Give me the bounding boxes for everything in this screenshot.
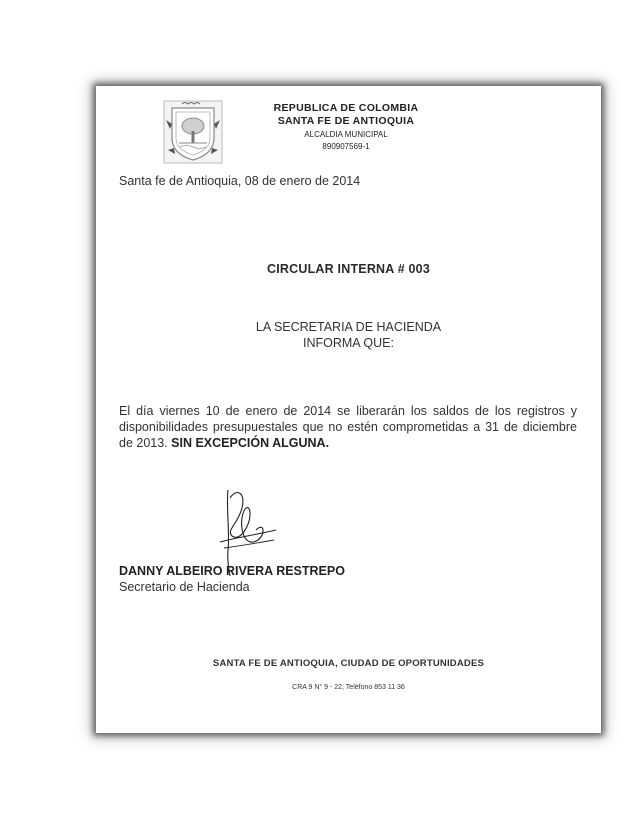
signer-title: Secretario de Hacienda	[119, 580, 250, 594]
issuer-block	[96, 319, 601, 351]
header-nit: 890907569-1	[322, 142, 370, 151]
header-office: ALCALDIA MUNICIPAL	[304, 130, 388, 139]
body-text: El día viernes 10 de enero de 2014 se liberarán los saldos de los registros y disponibilidades presupuestales que no estén comprometidas a 31 de diciembre de 2013.	[119, 404, 577, 450]
signer-name: DANNY ALBEIRO RIVERA RESTREPO	[119, 564, 345, 578]
date-line: Santa fe de Antioquia, 08 de enero de 2014	[119, 174, 361, 188]
municipal-seal-icon	[160, 98, 226, 166]
body-emphasis: SIN EXCEPCIÓN ALGUNA.	[171, 436, 330, 450]
footer-address: CRA 9 N° 9 - 22, Teléfono 853 11 36	[292, 684, 405, 691]
circular-title: CIRCULAR INTERNA # 003	[267, 262, 430, 276]
circular-body	[119, 403, 577, 451]
issuer-line-2: INFORMA QUE:	[303, 336, 394, 350]
header-municipality: SANTA FE DE ANTIOQUIA	[277, 115, 415, 127]
issuer-line-1: LA SECRETARIA DE HACIENDA	[255, 320, 442, 334]
handwritten-signature	[216, 478, 286, 578]
letterhead	[246, 102, 446, 152]
document-page	[96, 86, 601, 733]
footer-slogan: SANTA FE DE ANTIOQUIA, CIUDAD DE OPORTUNIDADES	[212, 658, 485, 669]
header-country: REPUBLICA DE COLOMBIA	[273, 102, 419, 114]
